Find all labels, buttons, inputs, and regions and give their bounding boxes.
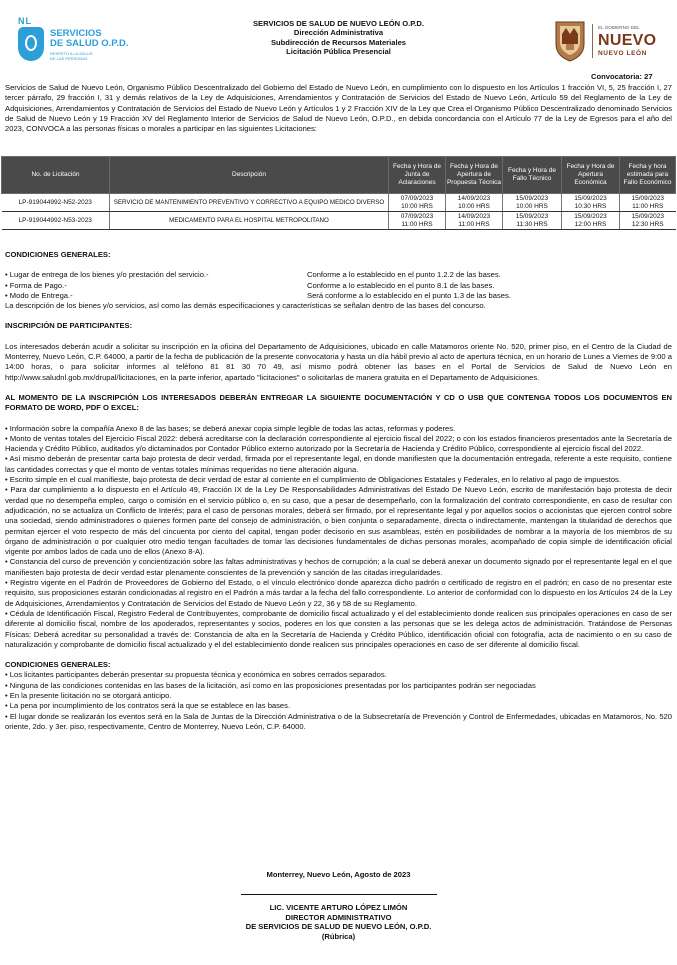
cell-time: 11:30 HRS bbox=[516, 220, 548, 228]
condition-value: Conforme a lo establecido en el punto 1.2.2 de las bases. bbox=[307, 270, 501, 280]
condition-item bbox=[5, 291, 672, 301]
cell-date: 15/09/2023 bbox=[631, 212, 665, 220]
documentacion-item: • Registro vigente en el Padrón de Proveedores de Gobierno del Estado, o el vínculo electrónico donde aparezca dicho padrón o certificado de registro en el padrón; en caso de no presentar este requisito, sus proposiciones estarán condicionadas al registro en el Padrón a más tardar a la fecha del fallo correspondiente. Lo anterior de conformidad con lo dispuesto en los Artículos 24 de la Ley de Adquisiciones, Arrendamientos y Contratación de Servicios del Estado de Nuevo León y 22, 36 y 58 de su Reglamento. bbox=[5, 578, 672, 608]
cell-date: 14/09/2023 bbox=[457, 212, 491, 220]
col-header-fallo-economico: Fecha y hora estimada para Fallo Económico bbox=[620, 157, 676, 194]
cell-tecnica bbox=[446, 212, 503, 230]
cell-time: 10:00 HRS bbox=[458, 202, 490, 210]
cell-date: 14/09/2023 bbox=[457, 194, 491, 202]
header-subdirection: Subdirección de Recursos Materiales bbox=[270, 37, 407, 47]
signature-block bbox=[0, 870, 677, 941]
table-row bbox=[2, 194, 676, 212]
cell-desc: SERVICIO DE MANTENIMIENTO PREVENTIVO Y CORRECTIVO A EQUIPO MEDICO DIVERSO bbox=[110, 194, 389, 212]
documentacion-item: • Para dar cumplimiento a lo dispuesto en el Artículo 49, Fracción IX de la Ley De Responsabilidades Administrativas del Estado De Nuevo León, escrito de manifestación bajo protesta de decir verdad que no desempeña empleo, cargo o comisión en el servicio público o, en su caso, que a pesar de desempeñarlo, con la formalización del contrato correspondiente, en caso de resultar con adjudicación, no se actualiza un Conflicto de Interés; para el caso de personas morales, deberá ser firmado, por el representante legal y por aquellos socios o accionistas que ejercen control sobre una sociedad, siendo administradores o quienes formen parte del consejo de administración, o bien conjunta o separadamente, directa o indirectamente, mantengan la titularidad de derechos que permitan ejercer el voto respecto de más del cincuenta por ciento del capital, tengan poder decisorio en sus asambleas, estén en posibilidades de nombrar a la mayoría de los miembros de su órgano de administración o por cualquier otro medio tengan facultades de tomar las decisiones fundamentales de dichas personas morales, acompañado de copia simple de identificación oficial vigente por ambos lados de cada uno de ellos (Anexo 8-A). bbox=[5, 485, 672, 557]
cell-fallo-tecnico bbox=[503, 212, 562, 230]
cell-date: 07/09/2023 bbox=[400, 194, 434, 202]
logo-right-line2: NUEVO bbox=[598, 32, 657, 49]
table-header-row bbox=[2, 157, 676, 194]
cell-date: 07/09/2023 bbox=[400, 212, 434, 220]
condition-label: • Modo de Entrega.- bbox=[5, 290, 73, 300]
cell-time: 12:00 HRS bbox=[574, 220, 607, 228]
header-type: Licitación Pública Presencial bbox=[286, 47, 391, 57]
cell-junta bbox=[389, 212, 446, 230]
condition-label: • Forma de Pago.- bbox=[5, 280, 67, 290]
place-date: Monterrey, Nuevo León, Agosto de 2023 bbox=[266, 870, 411, 879]
conditions-note: La descripción de los bienes y/o servicios, así como las demás especificaciones y características se señalan dentro de las bases del concurso. bbox=[5, 301, 486, 311]
cell-date: 15/09/2023 bbox=[515, 212, 549, 220]
conditions2-item: • En la presente licitación no se otorgará anticipo. bbox=[5, 690, 172, 700]
logo-right-line3: NUEVO LEÓN bbox=[598, 50, 647, 57]
intro-paragraph: Servicios de Salud de Nuevo León, Organismo Público Descentralizado del Gobierno del Estado de Nuevo León, en cumplimiento con lo dispuesto en los Artículos 1 fracción VI, 5, 25 fracción I, 27 tercer párrafo, 29 fracción I, 31 y demás relativos de la Ley de Adquisiciones, Arrendamientos y Contratación de Servicios del Estado de Nuevo León, Artículo 59 del Reglamento de la Ley de Adquisiciones, Arrendamientos y Contratación de Servicios del Estado de Nuevo León y Artículos 1 y 2 Fracción XIV de la Ley que Crea el Organismo Público Descentralizado denominado Servicios de Salud de Nuevo León y 19 Fracción XV del Reglamento Interior de Servicios de Salud de Nuevo León, O.P.D., en debida concordancia con el Artículo 77 de la Ley de Egresos para el año del 2023, CONVOCA a las personas físicas o morales a participar en las siguientes Licitaciones: bbox=[5, 83, 672, 134]
spacer bbox=[5, 650, 672, 660]
cell-fallo-economico bbox=[620, 194, 676, 212]
cell-desc: MEDICAMENTO PARA EL HOSPITAL METROPOLITANO bbox=[110, 212, 389, 230]
conditions2-item: • Ninguna de las condiciones contenidas en las bases de la licitación, así como en las proposiciones presentadas por los participantes podrán ser negociadas bbox=[5, 680, 536, 690]
col-header-fallo-tecnico: Fecha y Hora de Fallo Técnico bbox=[503, 157, 562, 194]
cell-economica bbox=[562, 194, 620, 212]
documentacion-title: AL MOMENTO DE LA INSCRIPCIÓN LOS INTERESADOS DEBERÁN ENTREGAR LA SIGUIENTE DOCUMENTACIÓN Y CD O USB QUE CONTENGA TODOS LOS DOCUMENTOS EN FORMATO DE WORD, PDF O EXCEL: bbox=[5, 392, 672, 413]
spacer bbox=[5, 332, 672, 342]
signature-line bbox=[241, 894, 437, 895]
cell-time: 11:00 HRS bbox=[458, 220, 490, 228]
logo-right-line1: EL GOBIERNO DEL bbox=[598, 25, 640, 30]
cell-date: 15/09/2023 bbox=[515, 194, 549, 202]
cell-time: 10:30 HRS bbox=[574, 202, 607, 210]
header-org: SERVICIOS DE SALUD DE NUEVO LEÓN O.P.D. bbox=[252, 19, 425, 28]
table-row bbox=[2, 212, 676, 230]
condition-label: • Lugar de entrega de los bienes y/o prestación del servicio.- bbox=[5, 270, 209, 280]
condition-item bbox=[5, 281, 672, 291]
spacer bbox=[5, 414, 672, 424]
signer-name: LIC. VICENTE ARTURO LÓPEZ LIMÓN bbox=[269, 903, 408, 913]
documentacion-item: • Así mismo deberán de presentar carta bajo protesta de decir verdad, firmada por el representante legal, en donde manifiesten que la documentación entregada, referente a este requisito, contiene las cantidades correctas y que el monto de ventas totales mínimas requeridas no tiene alteración alguna. bbox=[5, 454, 672, 474]
header-direction: Dirección Administrativa bbox=[293, 28, 384, 38]
cell-time: 11:00 HRS bbox=[401, 220, 433, 228]
conditions2-item: • La pena por incumplimiento de los contratos será la que se establece en las bases. bbox=[5, 701, 291, 711]
signer-org: DE SERVICIOS DE SALUD DE NUEVO LEÓN, O.P.D. bbox=[245, 922, 432, 932]
documentacion-item: • Monto de ventas totales del Ejercicio Fiscal 2022: deberá acreditarse con la declaración correspondiente al ejercicio fiscal del 2022; o con los estados financieros presentados ante la Secretaría de Hacienda y Crédito Público, auditados y/o dictaminados por Contador Público externo autorizado por la Secretaría de Hacienda y Crédito Público, correspondiente al ejercicio fiscal del 2022. bbox=[5, 433, 672, 454]
gobierno-nuevo-leon-logo bbox=[554, 18, 664, 64]
cell-time: 10:00 HRS bbox=[516, 202, 548, 210]
col-header-economica: Fecha y Hora de Apertura Económica bbox=[562, 157, 620, 194]
spacer bbox=[5, 311, 672, 321]
cell-no: LP-919044992-N53-2023 bbox=[2, 212, 110, 230]
conditions2-title: CONDICIONES GENERALES: bbox=[5, 660, 111, 670]
col-header-tecnica: Fecha y Hora de Apertura de Propuesta Técnica bbox=[446, 157, 503, 194]
cell-time: 11:00 HRS bbox=[632, 202, 664, 210]
body-sections bbox=[5, 250, 672, 732]
col-header-junta: Fecha y Hora de Junta de Aclaraciones bbox=[389, 157, 446, 194]
intro-section bbox=[5, 83, 672, 134]
logo-separator bbox=[592, 24, 593, 58]
condition-value: Conforme a lo establecido en el punto 8.1 de las bases. bbox=[307, 280, 495, 290]
nl-mark: NL bbox=[18, 16, 32, 26]
inscripcion-title: INSCRIPCIÓN DE PARTICIPANTES: bbox=[5, 321, 133, 331]
logo-left-name-line2: DE SALUD O.P.D. bbox=[50, 38, 129, 49]
cell-tecnica bbox=[446, 194, 503, 212]
documentacion-item: • Escrito simple en el cual manifieste, bajo protesta de decir verdad de estar al corriente en el cumplimiento de Obligaciones Estatales y Federales, en lo relativo al pago de impuestos. bbox=[5, 475, 621, 485]
rubrica: (Rúbrica) bbox=[321, 931, 356, 941]
licitaciones-table bbox=[1, 156, 676, 230]
spacer bbox=[5, 383, 672, 393]
cell-no: LP-919044992-N52-2023 bbox=[2, 194, 110, 212]
cell-date: 15/09/2023 bbox=[574, 212, 607, 220]
condition-item bbox=[5, 270, 672, 280]
cell-junta bbox=[389, 194, 446, 212]
conditions2-item: • El lugar donde se realizarán los eventos será en la Sala de Juntas de la Dirección Administrativa o de la Subsecretaría de Prevención y Control de Enfermedades, ubicadas en Matamoros, No. 520 oriente, 2do. y 3er. piso, respectivamente, Centro de Monterrey, Nuevo León, C.P. 64000. bbox=[5, 711, 672, 731]
condition-value: Será conforme a lo establecido en el punto 1.3 de las bases. bbox=[307, 290, 511, 300]
cell-fallo-economico bbox=[620, 212, 676, 230]
logo-left-tagline-line2: DE LAS PERSONAS bbox=[50, 56, 88, 61]
spacer bbox=[5, 260, 672, 270]
cell-fallo-tecnico bbox=[503, 194, 562, 212]
cell-time: 12:30 HRS bbox=[631, 220, 664, 228]
convocatoria-number: Convocatoria: 27 bbox=[591, 72, 653, 81]
coat-of-arms-icon bbox=[554, 18, 586, 62]
logo-left-name-line1: SERVICIOS bbox=[50, 28, 102, 39]
conditions-title: CONDICIONES GENERALES: bbox=[5, 250, 111, 259]
cell-date: 15/09/2023 bbox=[574, 194, 607, 202]
logo-left-tagline-line1: RESPETO A LA SALUD bbox=[50, 51, 93, 56]
col-header-no: No. de Licitación bbox=[2, 157, 110, 194]
inscripcion-text: Los interesados deberán acudir a solicitar su inscripción en la oficina del Departamento de Adquisiciones, ubicado en calle Matamoros oriente No. 520, primer piso, en el Centro de la Ciudad de Monterrey, Nuevo León, C.P. 64000, a partir de la fecha de publicación de la presente convocatoria y hasta un día hábil previo al acto de apertura técnica, en un horario de Lunes a Viernes de 9:00 a 14:00 horas, o para solicitar informes al teléfono 81 81 30 70 49, así mismo podrá obtener las bases en el Portal de Servicios de Salud de Nuevo León en http://www.saludnl.gob.mx/drupal/licitaciones, en la parte inferior, apartado "licitaciones" o solicitarlas de manera gratuita en el Departamento de Adquisiciones. bbox=[5, 341, 672, 382]
signer-position: DIRECTOR ADMINISTRATIVO bbox=[285, 912, 392, 922]
documentacion-item: • Información sobre la compañía Anexo 8 de las bases; se deberá anexar copia simple legible de todas las actas, reformas y poderes. bbox=[5, 423, 456, 433]
cell-time: 10:00 HRS bbox=[401, 202, 433, 210]
cell-date: 15/09/2023 bbox=[631, 194, 665, 202]
cell-economica bbox=[562, 212, 620, 230]
documentacion-item: • Cédula de Identificación Fiscal, Registro Federal de Contribuyentes, comprobante de domicilio fiscal actualizado y el del establecimiento donde realicen sus principales operaciones en caso de ser diferente al domicilio fiscal, nombre de los apoderados, representantes y socios, poderes en los que consten a las personas que se les delega actos de administración. Tratándose de Personas Físicas: Deberá acreditar su personalidad a través de: Constancia de alta en la Secretaría de Hacienda y Crédito Público, identificación oficial con fotografía, acta de nacimiento o en su caso de naturalización y comprobante de domicilio fiscal actualizado y el del establecimiento donde realicen sus principales operaciones en caso de ser diferente al domicilio fiscal. bbox=[5, 608, 672, 649]
conditions2-item: • Los licitantes participantes deberán presentar su propuesta técnica y económica en sobres cerrados separados. bbox=[5, 670, 387, 680]
documentacion-item: • Constancia del curso de prevención y concientización sobre las faltas administrativas y hechos de corrupción; a la cual se deberá anexar un documento signado por el representante legal en el que manifiesten bajo protesta de decir verdad estar plenamente conscientes de la prevención y sanción de las citadas irregularidades. bbox=[5, 557, 672, 577]
col-header-desc: Descripción bbox=[110, 157, 389, 194]
